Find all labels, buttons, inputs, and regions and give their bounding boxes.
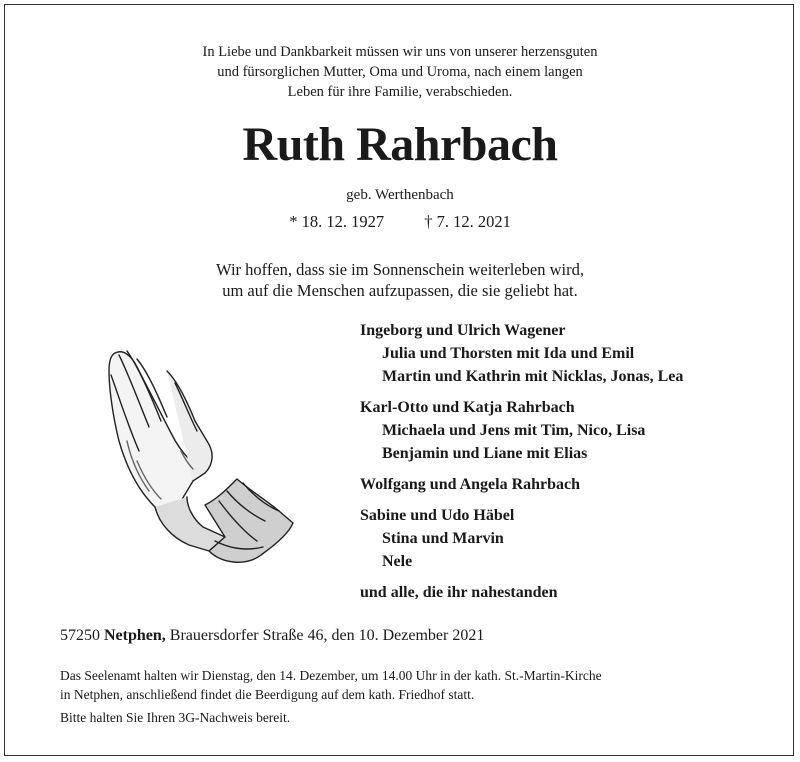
notice-line: Das Seelenamt halten wir Dienstag, den 14. Dezember, um 14.00 Uhr in der kath. St.-Martin-Kirche [60,668,602,683]
quote-line: Wir hoffen, dass sie im Sonnenschein weiterleben wird, [216,260,584,279]
mourner-lead: Sabine und Udo Häbel [360,507,515,524]
death-date: † 7. 12. 2021 [424,212,511,231]
closing-line: und alle, die ihr nahestanden [360,584,558,601]
covid-notice: Bitte halten Sie Ihren 3G-Nachweis bereit. [60,710,291,725]
mourner-lead: Karl-Otto und Katja Rahrbach [360,399,575,416]
intro-line: und fürsorglichen Mutter, Oma und Uroma, nach einem langen [217,64,583,80]
birth-date: * 18. 12. 1927 [289,212,385,231]
quote [5,259,795,301]
born-name: geb. Werthenbach [346,187,454,203]
mourner-group [360,396,683,465]
obituary-frame [4,4,794,756]
address-date: Brauersdorfer Straße 46, den 10. Dezember 2021 [169,627,485,644]
notice-line: in Netphen, anschließend findet die Beerdigung auf dem kath. Friedhof statt. [60,687,475,702]
deceased-name: Ruth Rahrbach [242,118,558,171]
mourners-list [360,319,683,604]
mourner-sub: Martin und Kathrin mit Nicklas, Jonas, Lea [382,368,684,385]
mourner-group [360,504,683,573]
intro-text [5,42,795,102]
place-date [60,627,484,645]
mourner-lead: Ingeborg und Ulrich Wagener [360,322,566,339]
intro-line: In Liebe und Dankbarkeit müssen wir uns von unserer herzensguten [202,44,598,60]
mourner-group [360,473,683,496]
mourner-sub: Benjamin und Liane mit Elias [382,445,588,462]
mourner-sub: Julia und Thorsten mit Ida und Emil [382,345,635,362]
mourner-sub: Nele [382,553,413,570]
service-notice [60,666,760,704]
city: Netphen, [104,627,166,644]
intro-line: Leben für ihre Familie, verabschieden. [287,84,513,100]
mourner-sub: Michaela und Jens mit Tim, Nico, Lisa [382,422,646,439]
mourner-sub: Stina und Marvin [382,530,504,547]
quote-line: um auf die Menschen aufzupassen, die sie geliebt hat. [222,281,578,300]
mourner-lead: Wolfgang und Angela Rahrbach [360,476,581,493]
life-dates [5,212,795,232]
mourner-group [360,319,683,388]
zip-code: 57250 [60,627,100,644]
praying-hands-icon [97,341,297,571]
